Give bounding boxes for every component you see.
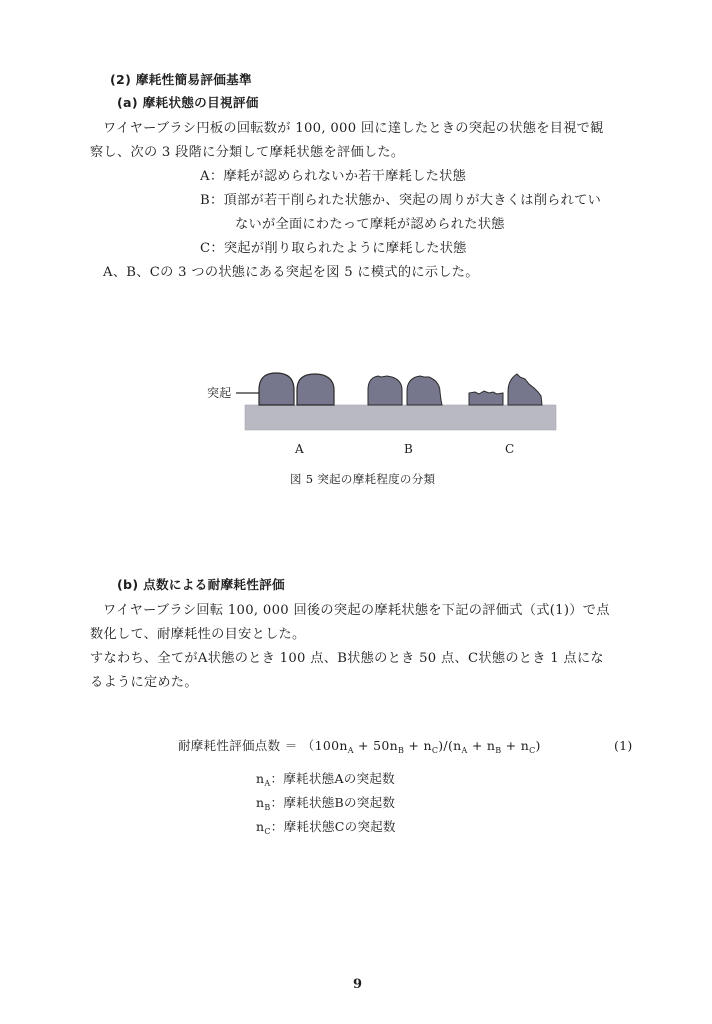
- criterion-a: [200, 169, 466, 185]
- wear-diagram: [195, 362, 575, 462]
- paragraph-b-line: るように定めた。: [90, 675, 198, 690]
- subsection-a-heading: (a) 摩耗状態の目視評価: [117, 95, 259, 110]
- bump-b2: [407, 376, 442, 405]
- section-heading: (2) 摩耗性簡易評価基準: [110, 72, 252, 87]
- variable-definition: $n_C$：摩耗状態Cの突起数: [256, 819, 396, 836]
- criterion-label: A：: [200, 169, 224, 184]
- bump-a1: [259, 373, 294, 405]
- group-label-a: A: [295, 442, 304, 456]
- figure-caption: 図 5 突起の摩耗程度の分類: [290, 472, 436, 486]
- paragraph-b-line: すなわち、全てがA状態のとき 100 点、B状態のとき 50 点、C状態のとき 1 点にな: [90, 651, 604, 666]
- criterion-label: B：: [200, 193, 224, 208]
- criterion-text: 頂部が若干削られた状態か、突起の周りが大きくは削られてい: [223, 193, 602, 208]
- group-label-c: C: [505, 442, 515, 456]
- criterion-b-continued: ないが全面にわたって摩耗が認められた状態: [235, 217, 505, 232]
- variable-definition: $n_A$：摩耗状態Aの突起数: [256, 771, 395, 788]
- page-number: 9: [353, 977, 363, 992]
- bump-a2: [297, 374, 334, 405]
- paragraph-a-line: ワイヤーブラシ円板の回転数が 100, 000 回に達したときの突起の状態を目視で観: [103, 121, 604, 136]
- equation-equals: ＝: [284, 738, 298, 753]
- base-plate: [245, 405, 556, 430]
- equation-rhs: $(100n_A + 50n_B + n_C)/(n_A + n_B + n_C)$: [301, 738, 541, 755]
- paragraph-b-line: ワイヤーブラシ回転 100, 000 回後の突起の摩耗状態を下記の評価式（式(1)）で点: [103, 603, 610, 618]
- variable-definition: $n_B$：摩耗状態Bの突起数: [256, 795, 396, 812]
- bump-c2: [508, 374, 542, 405]
- criterion-text: 突起が削り取られたように摩耗した状態: [223, 241, 467, 256]
- paragraph-a-line: 察し、次の 3 段階に分類して摩耗状態を評価した。: [90, 145, 405, 160]
- criterion-b: [200, 193, 601, 209]
- criterion-label: C：: [200, 241, 224, 256]
- criterion-c: [200, 241, 467, 257]
- equation-1: [178, 738, 541, 759]
- bump-c1: [469, 391, 503, 405]
- equation-number: (1): [614, 738, 633, 753]
- figure-5: [195, 362, 575, 462]
- subsection-b-heading: (b) 点数による耐摩耗性評価: [117, 577, 285, 592]
- criterion-text: 摩耗が認められないか若干摩耗した状態: [223, 169, 467, 184]
- figure-reference: A、B、Cの 3 つの状態にある突起を図 5 に模式的に示した。: [103, 265, 479, 280]
- paragraph-b-line: 数化して、耐摩耗性の目安とした。: [90, 627, 306, 642]
- group-label-b: B: [404, 442, 414, 456]
- callout-label: 突起: [207, 386, 232, 400]
- bump-b1: [368, 376, 402, 405]
- equation-lhs: 耐摩耗性評価点数: [178, 738, 281, 753]
